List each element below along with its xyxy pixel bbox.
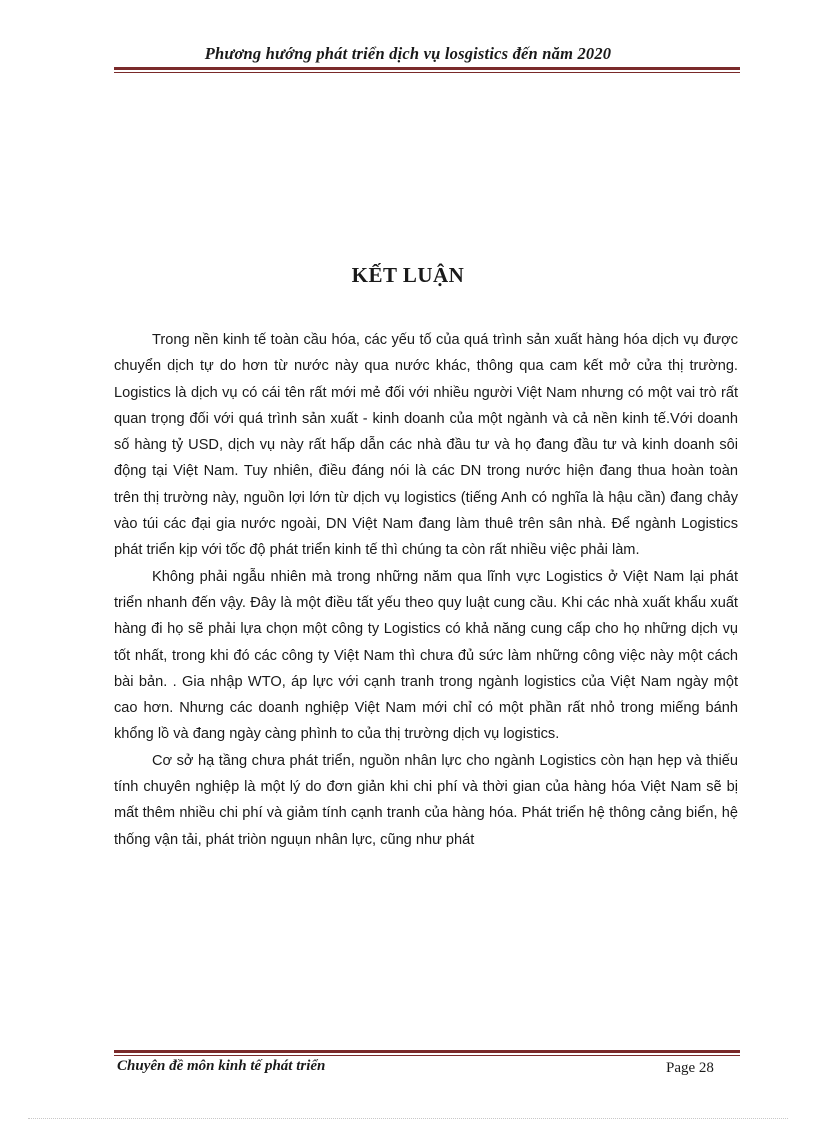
page-edge-divider: [28, 1118, 788, 1119]
footer-divider: [114, 1050, 740, 1056]
paragraph-3: Cơ sở hạ tầng chưa phát triển, nguồn nhân lực cho ngành Logistics còn hạn hẹp và thiếu tính chuyên nghiệp là một lý do đơn giản khi chi phí và thời gian của hàng hóa Việt Nam sẽ bị mất thêm nhiều chi phí và giảm tính cạnh tranh của hàng hóa. Phát triển hệ thông cảng biển, hệ thống vận tải, phát triòn nguụn nhân lực, cũng như phát: [114, 752, 738, 848]
header-title: Phương hướng phát triển dịch vụ losgistics đến năm 2020: [204, 44, 612, 63]
footer-course-title: Chuyên đề môn kinh tế phát triển: [117, 1058, 326, 1074]
document-body: [114, 327, 738, 853]
page-number: Page 28: [666, 1060, 714, 1076]
document-title: KẾT LUẬN: [351, 263, 465, 287]
header-divider: [114, 67, 740, 73]
paragraph-2: Không phải ngẫu nhiên mà trong những năm qua lĩnh vực Logistics ở Việt Nam lại phát triển nhanh đến vậy. Đây là một điều tất yếu theo quy luật cung cầu. Khi các nhà xuất khẩu xuất hàng đi họ sẽ phải lựa chọn một công ty Logistics có khả năng cung cấp cho họ những dịch vụ tốt nhất, trong khi đó các công ty Việt Nam thì chưa đủ sức làm những công việc này một cách bài bản. . Gia nhập WTO, áp lực với cạnh tranh trong ngành logistics của Việt Nam ngày một cao hơn. Nhưng các doanh nghiệp Việt Nam mới chỉ có một phần rất nhỏ trong miếng bánh khổng lồ và đang ngày càng phình to của thị trường dịch vụ logistics.: [114, 568, 738, 743]
paragraph-1: Trong nền kinh tế toàn cầu hóa, các yếu tố của quá trình sản xuất hàng hóa dịch vụ được chuyển dịch tự do hơn từ nước này qua nước khác, thông qua cam kết mở cửa thị trường. Logistics là dịch vụ có cái tên rất mới mẻ đối với nhiều người Việt Nam nhưng có một vai trò rất quan trọng đối với quá trình sản xuất - kinh doanh của một ngành và cả nền kinh tế.Với doanh số hàng tỷ USD, dịch vụ này rất hấp dẫn các nhà đầu tư và họ đang đầu tư và kinh doanh sôi động tại Việt Nam. Tuy nhiên, điều đáng nói là các DN trong nước hiện đang thua hoàn toàn trên thị trường này, nguồn lợi lớn từ dịch vụ logistics (tiếng Anh có nghĩa là hậu cần) đang chảy vào túi các đại gia nước ngoài, DN Việt Nam đang làm thuê trên sân nhà. Để ngành Logistics phát triển kịp với tốc độ phát triển kinh tế thì chúng ta còn rất nhiều việc phải làm.: [114, 332, 738, 559]
